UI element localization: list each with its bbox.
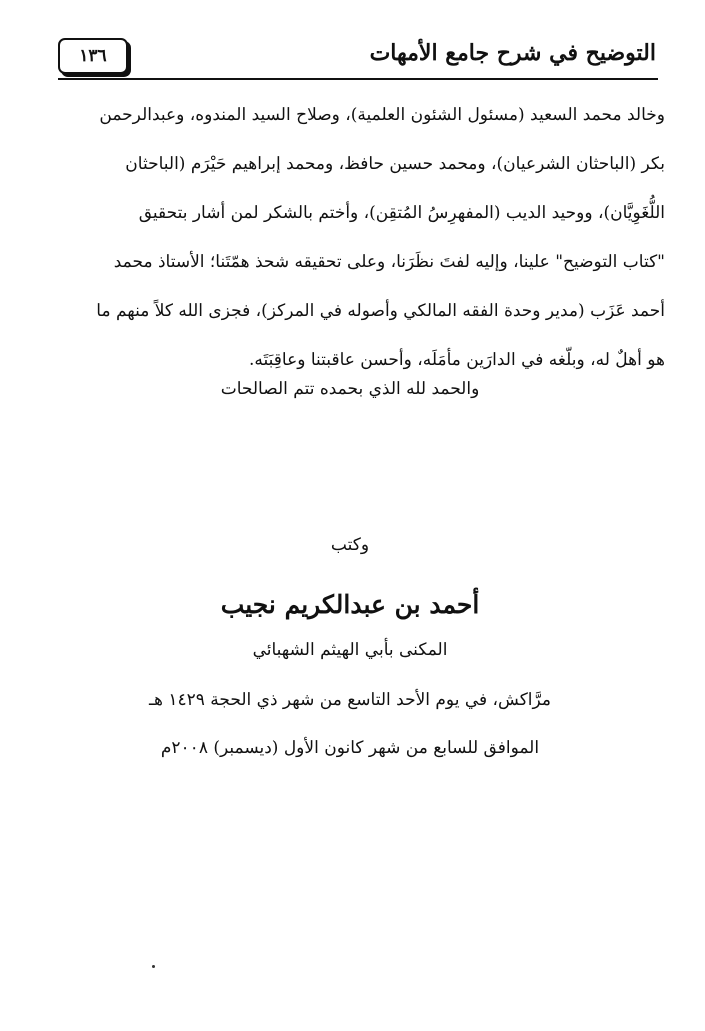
page-number: ١٣٦	[58, 38, 128, 74]
body-line: بكر (الباحثان الشرعيان)، ومحمد حسين حافظ، ومحمد إبراهيم حَيْرَم (الباحثان	[125, 154, 665, 174]
running-title: التوضيح في شرح جامع الأمهات	[369, 40, 656, 66]
body-paragraph	[90, 91, 665, 385]
body-line: وخالد محمد السعيد (مسئول الشئون العلمية)، وصلاح السيد المندوه، وعبدالرحمن	[99, 105, 665, 125]
body-line: "كتاب التوضيح" علينا، وإليه لفتَ نظَرَنا، وعلى تحقيقه شحذ همّتَنا؛ الأستاذ محمد	[113, 252, 665, 272]
body-line: اللُّغَوِيَّان)، ووحيد الديب (المفهرِسُ المُتقِن)، وأختم بالشكر لمن أشار بتحقيق	[138, 203, 665, 223]
author-name: أحمد بن عبدالكريم نجيب	[220, 590, 480, 619]
body-line: هو أهلٌ له، وبلّغه في الدارَين مأمَلَه، وأحسن عاقبتنا وعاقِبَتَه.	[249, 350, 665, 370]
page-header	[58, 38, 658, 80]
scan-speck	[152, 965, 155, 968]
gregorian-date: الموافق للسابع من شهر كانون الأول (ديسمبر) ٢٠٠٨م	[160, 738, 540, 758]
body-line: أحمد عَزَب (مدير وحدة الفقه المالكي وأصوله في المركز)، فجزى الله كلاً منهم ما	[96, 301, 665, 321]
place-and-hijri-date: مرَّاكش، في يوم الأحد التاسع من شهر ذي الحجة ١٤٢٩ هـ	[148, 690, 552, 710]
closing-praise: والحمد لله الذي بحمده تتم الصالحات	[220, 379, 480, 399]
author-kunya: المكنى بأبي الهيثم الشهبائي	[252, 640, 448, 660]
wrote-label: وكتب	[330, 535, 370, 555]
